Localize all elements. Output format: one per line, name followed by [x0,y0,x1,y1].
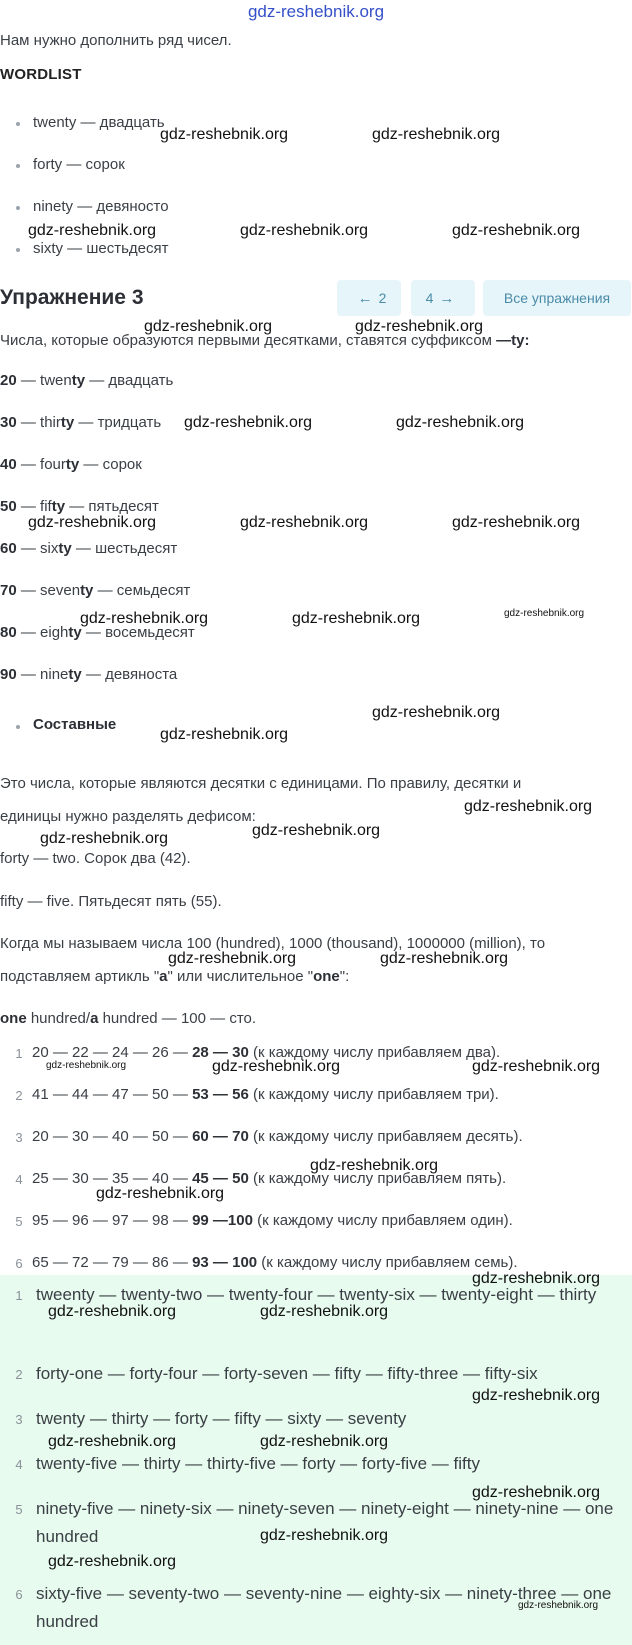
answer-text: sixty-five — seventy-two — seventy-nine — eighty-six — ninety-three — one hundred [36,1584,612,1631]
next-exercise-label: 4 [425,290,434,306]
answer-text: tweenty — twenty-two — twenty-four — twenty-six — twenty-eight — thirty [36,1285,597,1304]
list-item: ninety — девяносто [33,198,169,215]
answer-number: 4 [15,1457,23,1472]
prev-exercise-label: 2 [378,290,387,306]
sequence-item: 41 — 44 — 47 — 50 — 53 — 56 (к каждому числу прибавляем три). [32,1086,499,1103]
compound-example-1: forty — two. Сорок два (42). [0,850,191,867]
watermark-text: gdz-reshebnik.org [260,1433,389,1450]
watermark-text: gdz-reshebnik.org [48,1553,177,1570]
watermark-text: gdz-reshebnik.org [452,222,581,239]
compound-example-2: fifty — five. Пятьдесят пять (55). [0,893,222,910]
watermark-text: gdz-reshebnik.org [292,610,421,627]
watermark-text: gdz-reshebnik.org [310,1157,439,1174]
watermark-text: gdz-reshebnik.org [144,318,273,335]
tens-item: 30 — thirty — тридцать [0,414,162,431]
watermark-text: gdz-reshebnik.org [240,514,369,531]
watermark-text: gdz-reshebnik.org [355,318,484,335]
rule-text: Числа, которые образуются первыми десятками, ставятся суффиксом —ty: [0,332,530,349]
watermark-text: gdz-reshebnik.org [260,1527,389,1544]
sequence-number: 4 [15,1172,23,1187]
answer-text: ninety-five — ninety-six — ninety-seven — ninety-eight — ninety-nine — one hundred [36,1499,614,1546]
compound-desc-1: Это числа, которые являются десятки с единицами. По правилу, десятки и [0,775,522,792]
watermark-text: gdz-reshebnik.org [252,822,381,839]
hundreds-rule-1: Когда мы называем числа 100 (hundred), 1000 (thousand), 1000000 (million), то [0,935,546,952]
list-item: sixty — шестьдесят [33,240,169,257]
watermark-text: gdz-reshebnik.org [504,608,585,619]
tens-item: 50 — fifty — пятьдесят [0,498,159,515]
watermark-text: gdz-reshebnik.org [80,610,209,627]
sequence-item: 20 — 30 — 40 — 50 — 60 — 70 (к каждому числу прибавляем десять). [32,1128,523,1145]
watermark-text: gdz-reshebnik.org [184,414,313,431]
sequence-number: 5 [15,1214,23,1229]
list-item: twenty — двадцать [33,114,165,131]
watermark-text: gdz-reshebnik.org [28,222,157,239]
tens-item: 60 — sixty — шестьдесят [0,540,178,557]
answer-text: forty-one — forty-four — forty-seven — fifty — fifty-three — fifty-six [36,1364,538,1383]
watermark-text: gdz-reshebnik.org [160,726,289,743]
watermark-text: gdz-reshebnik.org [48,1433,177,1450]
sequence-item: 95 — 96 — 97 — 98 — 99 —100 (к каждому числу прибавляем один). [32,1212,513,1229]
tens-item: 20 — twenty — двадцать [0,372,174,389]
watermark-text: gdz-reshebnik.org [380,950,509,967]
sequence-item: 20 — 22 — 24 — 26 — 28 — 30 (к каждому числу прибавляем два). [32,1044,501,1061]
tens-item: 90 — ninety — девяноста [0,666,178,683]
hundreds-rule-2: подставляем артикль "a" или числительное "one": [0,968,350,985]
answer-number: 5 [15,1502,23,1517]
list-item: forty — сорок [33,156,125,173]
answer-number: 2 [15,1367,23,1382]
watermark-text: gdz-reshebnik.org [160,126,289,143]
watermark-text: gdz-reshebnik.org [472,1270,601,1287]
bullet-icon [16,164,20,168]
answer-text: twenty-five — thirty — thirty-five — forty — forty-five — fifty [36,1454,480,1473]
sequence-number: 1 [15,1046,23,1061]
answers-block [0,1275,632,1645]
bullet-icon [16,206,20,210]
watermark-text: gdz-reshebnik.org [260,1303,389,1320]
hundred-example: one hundred/a hundred — 100 — сто. [0,1010,257,1027]
watermark-text: gdz-reshebnik.org [96,1185,225,1202]
site-title[interactable]: gdz-reshebnik.org [247,2,385,21]
answer-number: 3 [15,1412,23,1427]
watermark-text: gdz-reshebnik.org [396,414,525,431]
watermark-text: gdz-reshebnik.org [46,1060,127,1071]
watermark-text: gdz-reshebnik.org [48,1303,177,1320]
rule-suffix: —ty: [496,332,530,349]
compound-desc-2: единицы нужно разделять дефисом: [0,808,256,825]
watermark-text: gdz-reshebnik.org [472,1484,601,1501]
watermark-text: gdz-reshebnik.org [472,1387,601,1404]
tens-item: 40 — fourty — сорок [0,456,142,473]
answer-number: 6 [15,1587,23,1602]
watermark-text: gdz-reshebnik.org [212,1058,341,1075]
answer-text: twenty — thirty — forty — fifty — sixty — seventy [36,1409,407,1428]
watermark-text: gdz-reshebnik.org [372,704,501,721]
bullet-icon [16,725,20,729]
watermark-text: gdz-reshebnik.org [168,950,297,967]
sequence-number: 3 [15,1130,23,1145]
bullet-icon [16,122,20,126]
watermark-text: gdz-reshebnik.org [240,222,369,239]
next-exercise-button[interactable] [411,280,475,316]
wordlist-title: WORDLIST [0,66,82,83]
bullet-icon [16,248,20,252]
watermark-text: gdz-reshebnik.org [452,514,581,531]
tens-item: 80 — eighty — восемьдесят [0,624,195,641]
arrow-right-icon: → [439,289,455,307]
intro-text: Нам нужно дополнить ряд чисел. [0,32,232,49]
watermark-text: gdz-reshebnik.org [472,1058,601,1075]
watermark-text: gdz-reshebnik.org [40,830,169,847]
answer-number: 1 [15,1288,23,1303]
watermark-text: gdz-reshebnik.org [28,514,157,531]
sequence-number: 2 [15,1088,23,1103]
sequence-item: 25 — 30 — 35 — 40 — 45 — 50 (к каждому числу прибавляем пять). [32,1170,507,1187]
sequence-item: 65 — 72 — 79 — 86 — 93 — 100 (к каждому числу прибавляем семь). [32,1254,518,1271]
compound-label: Составные [33,716,117,733]
sequence-number: 6 [15,1256,23,1271]
exercise-title: Упражнение 3 [0,286,144,309]
all-exercises-button[interactable]: Все упражнения [483,280,631,316]
tens-item: 70 — seventy — семьдесят [0,582,191,599]
arrow-left-icon: ← [357,289,373,307]
watermark-text: gdz-reshebnik.org [372,126,501,143]
prev-exercise-button[interactable] [337,280,401,316]
watermark-text: gdz-reshebnik.org [464,798,593,815]
watermark-text: gdz-reshebnik.org [518,1600,599,1611]
